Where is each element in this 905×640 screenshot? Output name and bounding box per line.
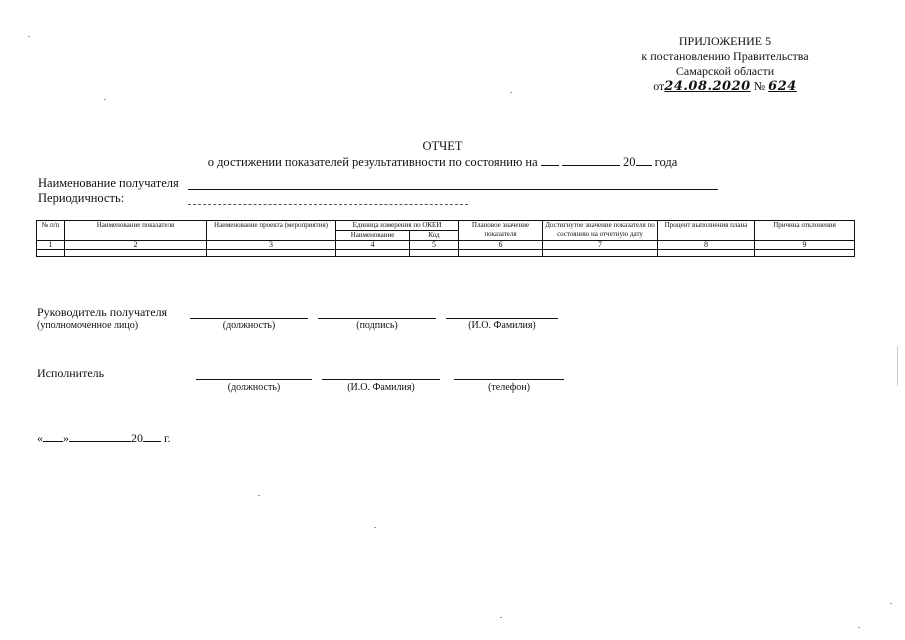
column-number: 1 [37,241,65,250]
scan-speck [510,92,512,93]
head-position-caption: (должность) [222,320,276,331]
header-okei: Единица измерения по ОКЕИ [336,221,459,231]
table-header-row [37,221,855,231]
column-number: 4 [336,241,410,250]
day-blank [541,154,559,166]
scan-edge [897,346,898,386]
year-blank [636,154,652,166]
head-signature-line [318,318,436,319]
year-suffix: года [654,155,678,169]
executor-name-line [322,379,440,380]
appendix-title: ПРИЛОЖЕНИЕ 5 [678,34,772,48]
table-column-numbers [37,241,855,250]
month-blank [562,154,620,166]
scan-speck [104,99,106,100]
periodicity-line [188,204,468,205]
report-table [36,220,855,257]
scan-speck [374,527,376,528]
table-row [37,250,855,257]
appendix-date-number [590,79,860,94]
executor-position-line [196,379,312,380]
scan-speck [28,36,30,37]
head-sublabel: (уполномоченное лицо) [37,320,139,331]
header-reason: Причина отклонения [755,221,855,241]
handwritten-date: 24.08.2020 [664,79,751,94]
date-open-quote: « [37,431,43,445]
date-year-blank [143,430,161,442]
year-prefix: 20 [623,155,636,169]
appendix-block [590,34,860,94]
header-okei-name: Наименование [336,231,410,241]
head-position-line [190,318,308,319]
date-month-blank [69,430,131,442]
head-signature-caption: (подпись) [356,320,398,331]
head-label: Руководитель получателя [37,305,168,319]
executor-label: Исполнитель [37,366,105,380]
appendix-line-region: Самарской области [675,64,775,78]
subtitle-text: о достижении показателей результативности по состоянию на [207,155,538,169]
date-prefix: от [653,79,665,93]
header-number: № п/п [37,221,65,241]
scan-speck [258,495,260,496]
handwritten-number: 624 [768,79,797,94]
column-number: 2 [65,241,207,250]
header-indicator: Наименование показателя [65,221,207,241]
header-project: Наименование проекта (мероприятия) [207,221,336,241]
date-year-suffix: г. [164,431,171,445]
header-achieved: Достигнутое значение показателя по состоянию на отчетную дату [543,221,658,241]
date-day-blank [43,430,63,442]
head-name-line [446,318,558,319]
head-name-caption: (И.О. Фамилия) [468,320,536,331]
executor-name-caption: (И.О. Фамилия) [347,382,415,393]
scan-speck [890,603,892,604]
executor-phone-caption: (телефон) [488,382,530,393]
scan-speck [858,627,860,628]
number-prefix: № [753,79,766,93]
recipient-line [188,189,718,190]
executor-phone-line [454,379,564,380]
date-close-quote: » [63,431,69,445]
scan-speck [500,617,502,618]
column-number: 5 [410,241,459,250]
header-percent: Процент выполнения плана [658,221,755,241]
column-number: 3 [207,241,336,250]
column-number: 6 [459,241,543,250]
header-okei-code: Код [410,231,459,241]
report-subtitle [0,154,885,170]
column-number: 9 [755,241,855,250]
header-planned: Плановое значение показателя [459,221,543,241]
executor-position-caption: (должность) [227,382,281,393]
periodicity-label: Периодичность: [38,191,125,205]
recipient-label: Наименование получателя [38,176,179,190]
report-title: ОТЧЕТ [422,139,463,153]
column-number: 8 [658,241,755,250]
date-year-prefix: 20 [131,431,143,445]
appendix-line-resolution: к постановлению Правительства [641,49,809,63]
date-line [37,430,171,446]
column-number: 7 [543,241,658,250]
